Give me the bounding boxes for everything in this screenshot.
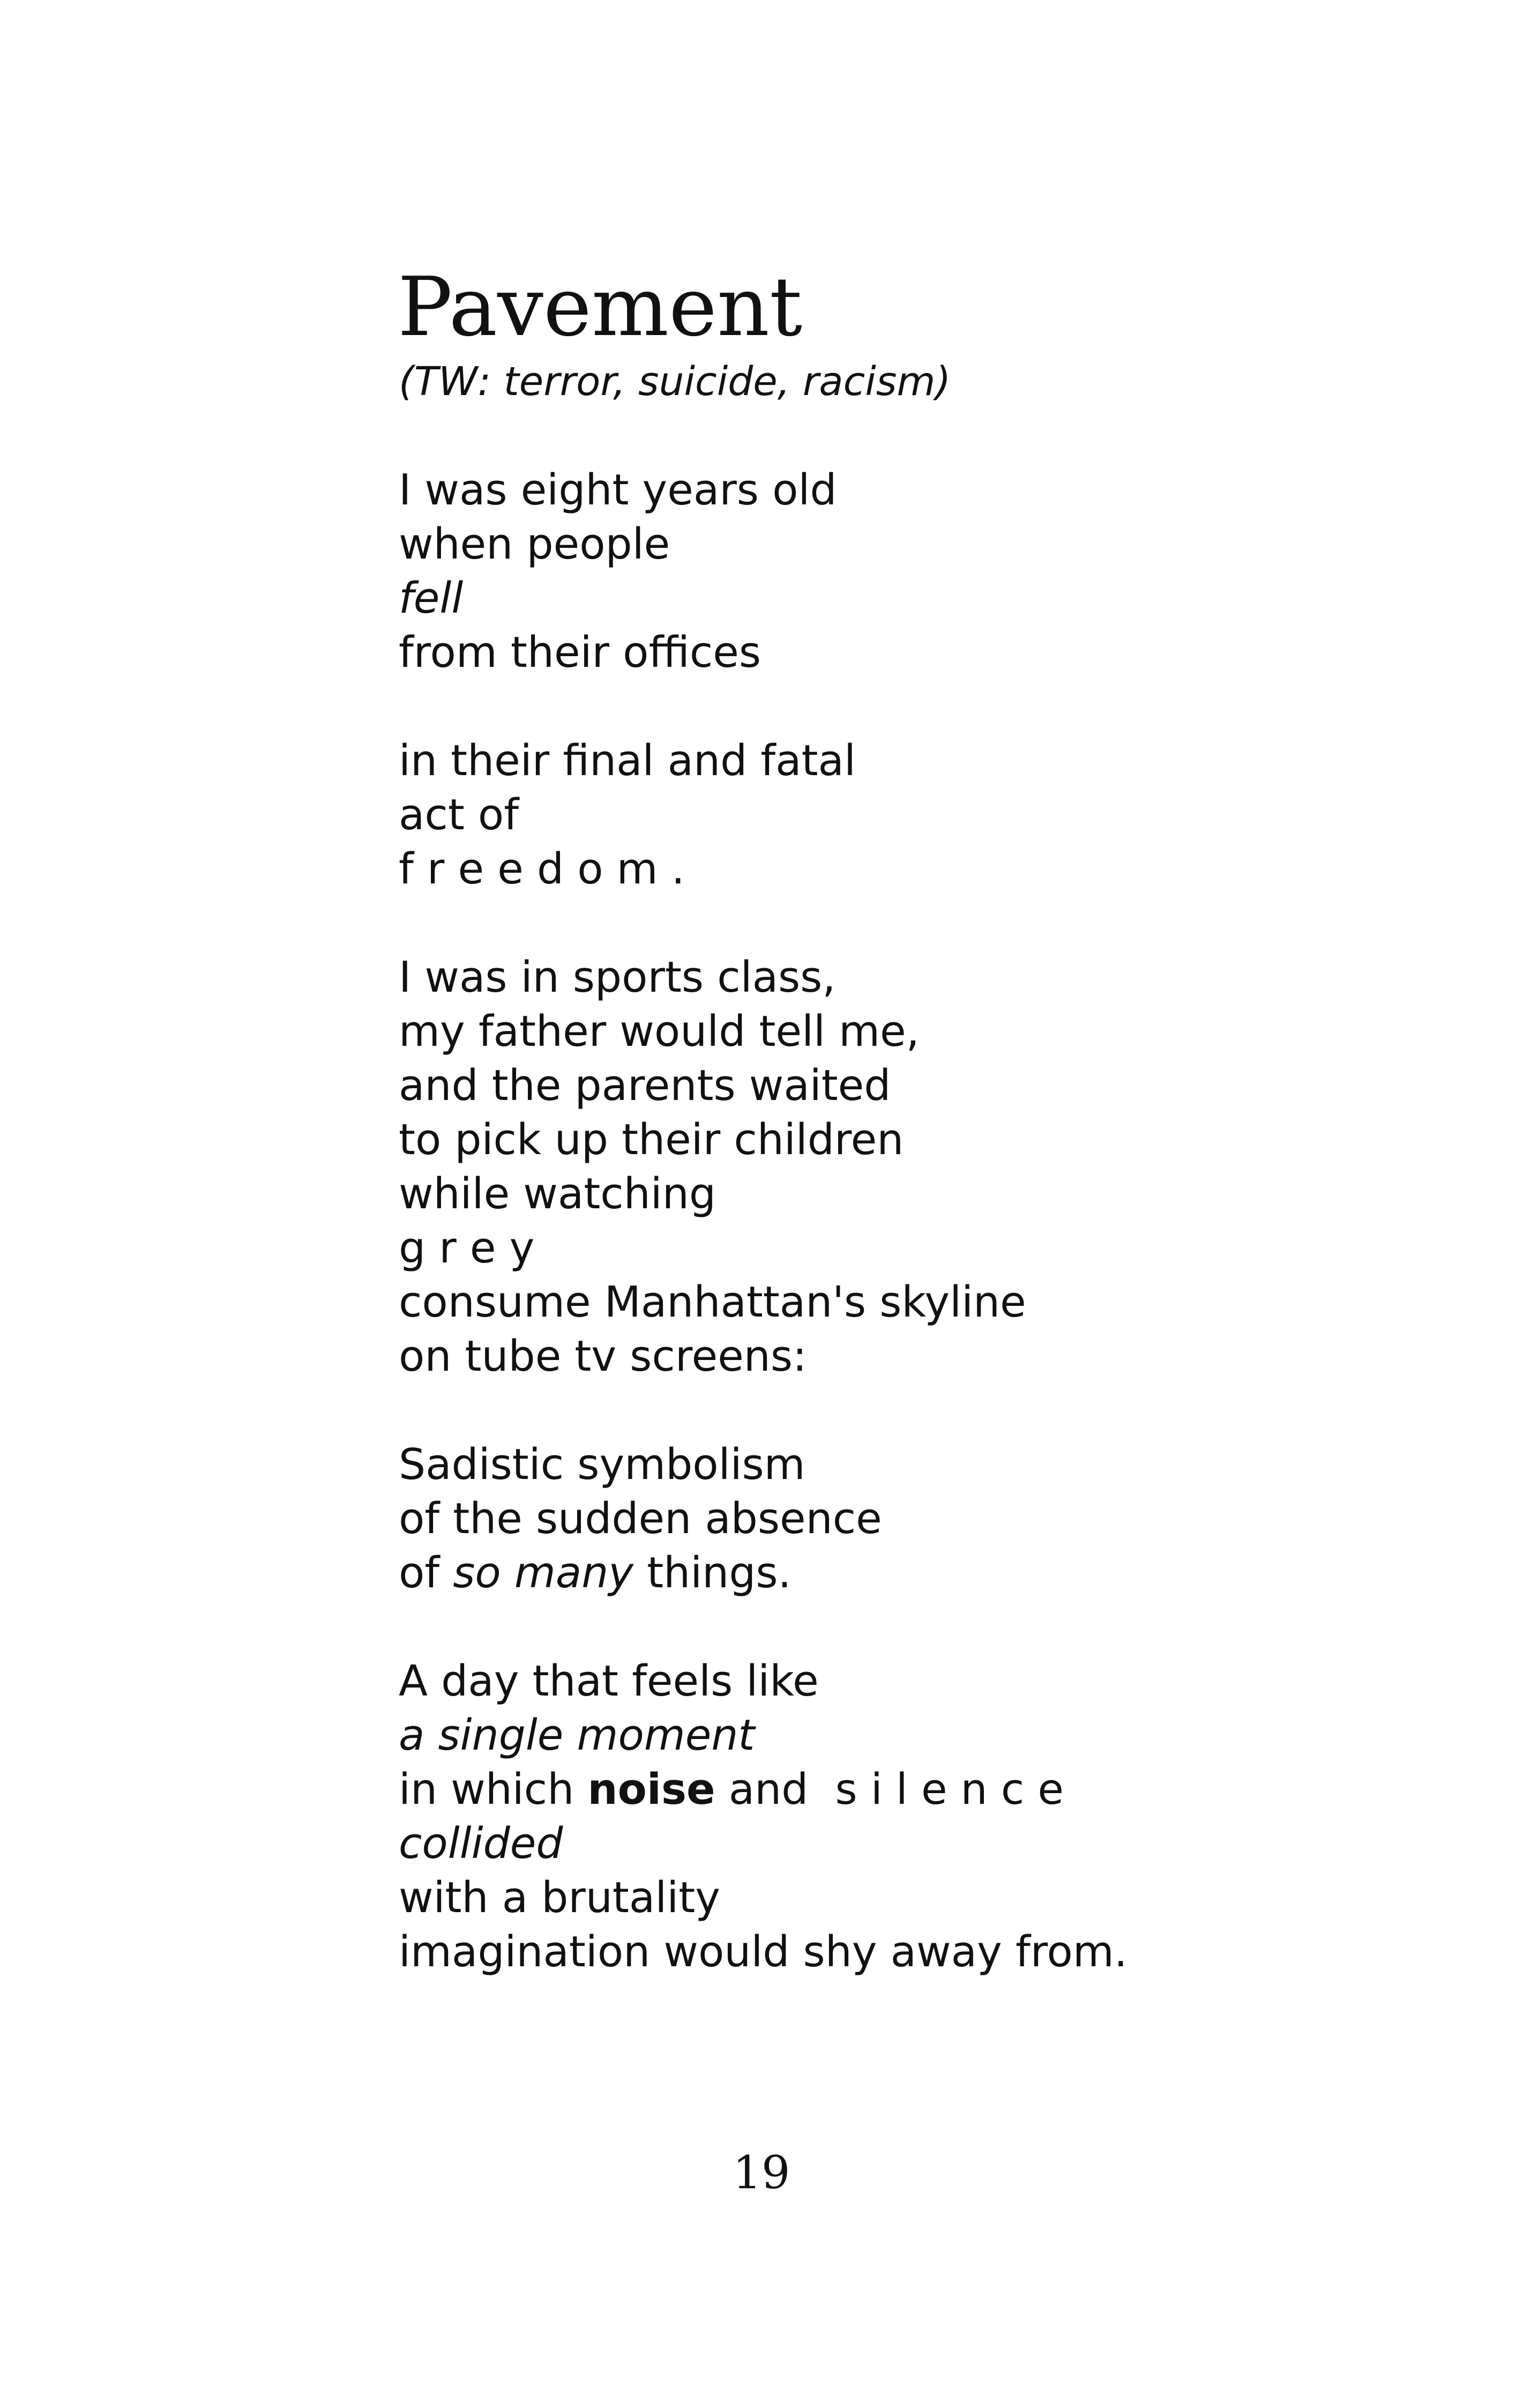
poem-line [399, 1546, 1417, 1600]
poem-line: of the sudden absence [399, 1494, 882, 1543]
poem-line: I was in sports class, [399, 953, 836, 1002]
poem-line: g r e y [399, 1223, 535, 1273]
poem-line-part: things. [633, 1548, 792, 1597]
poem-line: A day that feels like [399, 1656, 819, 1706]
poem-line: with a brutality [399, 1873, 720, 1922]
italic-emphasis: so many [453, 1548, 634, 1597]
stanza-3 [399, 950, 1417, 1384]
page-number: 19 [733, 2146, 790, 2199]
poem-line: on tube tv screens: [399, 1332, 807, 1381]
poem-line-part: and s i l e n c e [715, 1765, 1064, 1814]
poem-line: act of [399, 790, 519, 839]
poem-line: in their final and fatal [399, 736, 856, 785]
stanza-1 [399, 463, 1417, 680]
stanza-4 [399, 1438, 1417, 1600]
poem-line: I was eight years old [399, 465, 837, 515]
stanza-5 [399, 1654, 1417, 1979]
poem-line: a single moment [399, 1711, 755, 1760]
poem-line: when people [399, 519, 670, 569]
poem-line-part: in which [399, 1765, 588, 1814]
poem-line: while watching [399, 1169, 716, 1218]
poem-line: f r e e d o m . [399, 844, 685, 894]
poem-line: collided [399, 1819, 563, 1868]
poem-line: imagination would shy away from. [399, 1927, 1128, 1976]
poem-line: Sadistic symbolism [399, 1440, 805, 1489]
poem-line: consume Manhattan's skyline [399, 1277, 1026, 1327]
poem-line: to pick up their children [399, 1115, 904, 1164]
poem-line: and the parents waited [399, 1061, 891, 1110]
poem-line [399, 1763, 1417, 1817]
poem-body [399, 463, 1417, 2033]
poem-line: from their offices [399, 628, 762, 677]
poem-line: my father would tell me, [399, 1007, 920, 1056]
stanza-2 [399, 734, 1417, 896]
bold-emphasis: noise [587, 1765, 715, 1814]
trigger-warning: (TW: terror, suicide, racism) [399, 359, 951, 405]
poem-title: Pavement [398, 259, 802, 354]
poem-line-part: of [399, 1548, 453, 1597]
poem-line: fell [399, 574, 464, 623]
